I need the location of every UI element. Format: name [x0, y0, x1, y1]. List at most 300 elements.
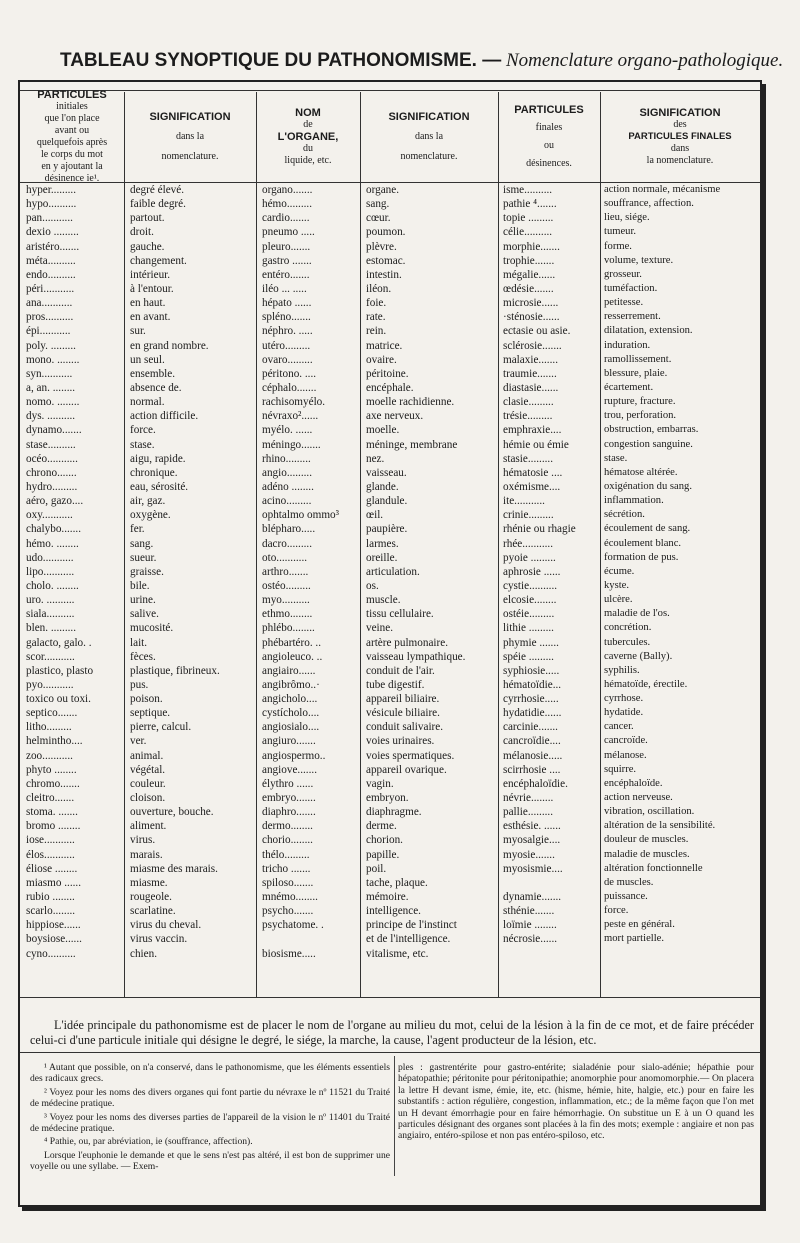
synoptic-table — [18, 80, 762, 1207]
col3-entry: cystícholo.... — [262, 707, 320, 720]
col2-entry: à l'entour. — [130, 282, 174, 295]
col3-entry: blépharo..... — [262, 523, 316, 536]
col3-entry: psychatome. . — [262, 919, 324, 932]
col2-entry: faible degré. — [130, 198, 186, 211]
col5-entry: ectasie ou asie. — [503, 325, 571, 338]
col5-entry: trésie......... — [503, 410, 553, 423]
col5-entry: diastasie...... — [503, 381, 559, 394]
col5-entry: mégalie...... — [503, 268, 556, 281]
col6-entry: de muscles. — [604, 876, 654, 888]
col1-entry: élos........... — [26, 848, 75, 861]
col6-entry: cancer. — [604, 721, 634, 733]
col3-entry: pneumo ..... — [262, 226, 315, 239]
col3-entry: angicholo.... — [262, 693, 318, 706]
col2-entry: végétal. — [130, 763, 166, 776]
col3-entry: myélo. ...... — [262, 424, 313, 437]
col1-entry: chrono....... — [26, 466, 77, 479]
col5-entry: rhénie ou rhagie — [503, 523, 576, 536]
col3-entry: angiove....... — [262, 763, 317, 776]
col1-entry: pros.......... — [26, 311, 74, 324]
col4-entry: conduit de l'air. — [366, 664, 435, 677]
col1-entry: ana........... — [26, 297, 73, 310]
col3-entry: dermo........ — [262, 820, 313, 833]
col2-entry: gauche. — [130, 240, 165, 253]
col4-entry: ovaire. — [366, 353, 397, 366]
col6-entry: congestion sanguine. — [604, 438, 693, 450]
col4-entry: veine. — [366, 622, 394, 635]
col1-entry: épi........... — [26, 325, 71, 338]
col4-entry: artère pulmonaire. — [366, 636, 448, 649]
col2-entry: ouverture, bouche. — [130, 806, 214, 819]
col3-entry: angiospermo.. — [262, 749, 326, 762]
col6-entry: ramollissement. — [604, 353, 672, 365]
col4-entry: appareil ovarique. — [366, 763, 447, 776]
col6-entry — [604, 947, 758, 961]
col4-entry: estomac. — [366, 254, 406, 267]
col3-entry: psycho....... — [262, 905, 314, 918]
col4-entry: vitalisme, etc. — [366, 947, 429, 960]
column-signification-3 — [604, 183, 758, 961]
header-line: quelquefois après — [36, 137, 108, 148]
col2-entry: air, gaz. — [130, 495, 166, 508]
col1-entry: toxico ou toxi. — [26, 693, 91, 706]
col3-entry: utéro......... — [262, 339, 311, 352]
header-line: finales — [535, 122, 563, 133]
col4-entry: et de l'intelligence. — [366, 933, 451, 946]
col6-entry: écume. — [604, 565, 635, 577]
col4-entry: iléon. — [366, 282, 392, 295]
col5-entry — [503, 876, 598, 890]
footnotes-right — [398, 1062, 754, 1144]
col6-entry: squirre. — [604, 763, 637, 775]
col1-entry: litho......... — [26, 721, 72, 734]
col6-entry: écoulement de sang. — [604, 523, 691, 535]
col1-entry: hippiose...... — [26, 919, 81, 932]
col3-entry: diaphro....... — [262, 806, 316, 819]
footnotes-left — [30, 1062, 390, 1175]
col2-entry: animal. — [130, 749, 164, 762]
col4-entry: rate. — [366, 311, 386, 324]
col1-entry: hémo. ........ — [26, 537, 79, 550]
col2-entry: droit. — [130, 226, 154, 239]
col3-entry: angiairo...... — [262, 664, 316, 677]
col1-entry: hyper......... — [26, 184, 77, 196]
header-line: dans — [670, 143, 690, 154]
header-line: PARTICULES — [514, 104, 584, 116]
top-rule — [20, 90, 760, 91]
col5-entry: oxémisme.... — [503, 480, 561, 493]
col5-entry: esthésie. ...... — [503, 820, 561, 833]
header-line: avant ou — [54, 125, 90, 136]
col6-entry: resserrement. — [604, 311, 661, 323]
col1-entry: cleitro....... — [26, 792, 75, 805]
col6-entry: vibration, oscillation. — [604, 806, 695, 818]
column-rule — [360, 92, 361, 997]
header-line: que l'on place — [44, 113, 100, 124]
col1-entry: blen. ......... — [26, 622, 77, 635]
col1-entry: scarlo........ — [26, 905, 76, 918]
col4-entry: voies urinaires. — [366, 735, 435, 748]
column-signification-2 — [366, 183, 496, 961]
col5-entry: malaxie....... — [503, 353, 558, 366]
col6-entry: petitesse. — [604, 297, 644, 309]
col2-entry: en avant. — [130, 311, 171, 324]
col4-entry: vaisseau. — [366, 466, 407, 479]
col6-entry: force. — [604, 905, 629, 917]
col4-entry: œil. — [366, 509, 384, 522]
col1-entry: endo.......... — [26, 268, 76, 281]
col2-entry: normal. — [130, 396, 165, 409]
col6-entry: forme. — [604, 240, 632, 252]
col6-entry: kyste. — [604, 579, 630, 591]
col2-entry: virus. — [130, 834, 156, 847]
col6-entry: stase. — [604, 452, 628, 464]
col6-entry: sécrétion. — [604, 509, 645, 521]
col2-entry: aliment. — [130, 820, 167, 833]
col6-entry: tumeur. — [604, 226, 637, 238]
col3-entry: myo.......... — [262, 594, 310, 607]
col1-entry: boysiose...... — [26, 933, 82, 946]
col1-entry: aéro, gazo.... — [26, 495, 84, 508]
header-initial-particles — [20, 89, 124, 184]
col5-entry: pathie ⁴....... — [503, 198, 557, 211]
col4-entry: poil. — [366, 862, 387, 875]
col6-entry: obstruction, embarras. — [604, 424, 699, 436]
header-line: le corps du mot — [41, 149, 103, 160]
col4-entry: péritoine. — [366, 367, 409, 380]
col1-entry: udo........... — [26, 551, 74, 564]
col4-entry: cœur. — [366, 212, 391, 225]
col6-entry: altération de la sensibilité. — [604, 820, 716, 832]
col6-entry: souffrance, affection. — [604, 198, 694, 210]
col2-entry: plastique, fibrineux. — [130, 664, 220, 677]
col4-entry: intestin. — [366, 268, 402, 281]
col5-entry: myosismie.... — [503, 862, 563, 875]
col5-entry: stasie......... — [503, 452, 554, 465]
col2-entry: rougeole. — [130, 891, 172, 904]
col5-entry: morphie....... — [503, 240, 560, 253]
col4-entry: sang. — [366, 198, 390, 211]
col3-entry: méningo....... — [262, 438, 321, 451]
col4-entry: mémoire. — [366, 891, 409, 904]
col1-entry: a, an. ........ — [26, 381, 76, 394]
col5-entry: célie.......... — [503, 226, 553, 239]
col4-entry: tube digestif. — [366, 678, 425, 691]
col6-entry: volume, texture. — [604, 254, 674, 266]
col6-entry: mort partielle. — [604, 933, 665, 945]
col4-entry: paupière. — [366, 523, 408, 536]
col2-entry: partout. — [130, 212, 165, 225]
col5-entry: crinie......... — [503, 509, 554, 522]
col1-entry: iose........... — [26, 834, 75, 847]
col5-entry: œdésie....... — [503, 282, 554, 295]
col5-entry: ostéie......... — [503, 608, 555, 621]
col6-entry: lieu, siége. — [604, 212, 650, 224]
header-line: dans la — [414, 131, 444, 142]
header-line: SIGNIFICATION — [639, 107, 721, 119]
col3-entry: gastro ....... — [262, 254, 312, 267]
col5-entry: hématosie .... — [503, 466, 563, 479]
header-line: du — [303, 143, 313, 154]
col4-entry: glandule. — [366, 495, 408, 508]
col1-entry: dexio ......... — [26, 226, 79, 239]
col1-entry: aristéro....... — [26, 240, 80, 253]
col5-entry: topie ......... — [503, 212, 554, 225]
col3-entry: thélo......... — [262, 848, 310, 861]
col2-entry: pierre, calcul. — [130, 721, 192, 734]
header-line: NOM — [295, 107, 321, 119]
col4-entry: oreille. — [366, 551, 398, 564]
col2-entry: intérieur. — [130, 268, 171, 281]
col6-entry: encéphaloïde. — [604, 777, 663, 789]
footnote: ² Voyez pour les noms des divers organes qui font partie du névraxe le nº 11521 du Traité de médecine pratique. — [30, 1086, 390, 1110]
col3-entry: entéro....... — [262, 268, 310, 281]
col6-entry: ulcère. — [604, 594, 633, 606]
col2-entry: eau, sérosité. — [130, 480, 189, 493]
col5-entry: myosalgie.... — [503, 834, 561, 847]
col1-entry: zoo........... — [26, 749, 73, 762]
column-rule — [600, 92, 601, 997]
col2-entry: sur. — [130, 325, 146, 338]
col5-entry: nécrosie...... — [503, 933, 558, 946]
footnote: Lorsque l'euphonie le demande et que le sens n'est pas altéré, il est bon de supprimer une voyelle ou une syllabe. — Exem- — [30, 1149, 390, 1173]
header-line: de — [303, 119, 313, 130]
col4-entry: chorion. — [366, 834, 403, 847]
header-signification-1 — [124, 92, 256, 182]
col5-entry: hémie ou émie — [503, 438, 569, 451]
header-line: PARTICULES — [37, 89, 107, 101]
col2-entry: en grand nombre. — [130, 339, 209, 352]
col6-entry: inflammation. — [604, 495, 664, 507]
col6-entry: écartement. — [604, 381, 654, 393]
col3-entry: rachisomyélo. — [262, 396, 326, 409]
col3-entry: phlébo........ — [262, 622, 315, 635]
col6-entry: caverne (Bally). — [604, 650, 673, 662]
col5-entry: ite........... — [503, 495, 545, 508]
col2-entry: fer. — [130, 523, 145, 536]
col1-entry: pan........... — [26, 212, 73, 225]
col1-entry: océo........... — [26, 452, 78, 465]
col5-entry: névrie........ — [503, 792, 554, 805]
header-signification-3 — [600, 92, 760, 182]
col6-entry: grosseur. — [604, 268, 642, 280]
col2-entry: scarlatine. — [130, 905, 176, 918]
col6-entry: puissance. — [604, 891, 648, 903]
col6-entry: écoulement blanc. — [604, 537, 682, 549]
header-organ-name — [256, 92, 360, 182]
col4-entry: derme. — [366, 820, 397, 833]
col6-entry: action nerveuse. — [604, 792, 673, 804]
col3-entry: ethmo........ — [262, 608, 313, 621]
col6-entry: rupture, fracture. — [604, 396, 676, 408]
col5-entry: spéie ......... — [503, 650, 554, 663]
col6-entry: tuméfaction. — [604, 282, 658, 294]
col4-entry: tache, plaque. — [366, 876, 428, 889]
col4-entry: tissu cellulaire. — [366, 608, 434, 621]
col1-entry: cyno.......... — [26, 947, 76, 960]
col1-entry: scor........... — [26, 650, 75, 663]
col1-entry: chromo....... — [26, 777, 80, 790]
col6-entry: trou, perforation. — [604, 410, 677, 422]
col5-entry: lithie ......... — [503, 622, 554, 635]
col1-entry: éliose ........ — [26, 862, 78, 875]
col6-entry: induration. — [604, 339, 651, 351]
col5-entry: loïmie ........ — [503, 919, 557, 932]
col4-entry: diaphragme. — [366, 806, 422, 819]
column-signification-1 — [130, 183, 254, 961]
principal-idea-paragraph: L'idée principale du pathonomisme est de placer le nom de l'organe au milieu du mot, celui de la lésion à la fin de ce mot, et de faire précéder celui-ci d'une particule initiale qui désigne le degré, le siége, la marche, la cause, l'agent producteur de la lésion, etc. — [30, 1018, 754, 1048]
column-initial-particles — [26, 183, 122, 961]
col4-entry: axe nerveux. — [366, 410, 424, 423]
col3-entry: néphro. ..... — [262, 325, 313, 338]
col2-entry: action difficile. — [130, 410, 199, 423]
column-final-particles — [503, 183, 598, 961]
col3-entry: mnémo........ — [262, 891, 318, 904]
col5-entry: cancroïdie.... — [503, 735, 561, 748]
col3-entry: ostéo......... — [262, 579, 311, 592]
col6-entry: action normale, mécanisme — [604, 184, 721, 195]
col1-entry: pyo........... — [26, 678, 74, 691]
col4-entry: os. — [366, 579, 379, 592]
col5-entry: syphiosie..... — [503, 664, 560, 677]
col1-entry: hydro......... — [26, 480, 78, 493]
header-line: ou — [544, 140, 554, 151]
col5-entry: microsie...... — [503, 297, 559, 310]
col2-entry: virus vaccin. — [130, 933, 188, 946]
col6-entry: cyrrhose. — [604, 693, 644, 705]
col3-entry: phébartéro. .. — [262, 636, 322, 649]
col2-entry: poison. — [130, 693, 163, 706]
col1-entry: chalybo....... — [26, 523, 81, 536]
col1-entry: bromo ........ — [26, 820, 81, 833]
col5-entry: hydatidie...... — [503, 707, 562, 720]
col1-entry: oxy........... — [26, 509, 73, 522]
col4-entry: principe de l'instinct — [366, 919, 457, 932]
col5-entry: clasie......... — [503, 396, 554, 409]
col5-entry: hématoïdie... — [503, 678, 562, 691]
col3-entry: péritono. .... — [262, 367, 317, 380]
col2-entry: oxygène. — [130, 509, 171, 522]
column-organ-names — [262, 183, 358, 961]
col5-entry: sclérosie....... — [503, 339, 562, 352]
col2-entry: bile. — [130, 579, 150, 592]
col1-entry: stoma. ....... — [26, 806, 78, 819]
col3-entry: tricho ....... — [262, 862, 311, 875]
col5-entry: sthénie....... — [503, 905, 555, 918]
col4-entry: articulation. — [366, 565, 420, 578]
col4-entry: muscle. — [366, 594, 401, 607]
col1-entry: miasmo ...... — [26, 876, 82, 889]
col3-entry — [262, 932, 358, 946]
header-line: SIGNIFICATION — [388, 111, 470, 123]
col5-entry: emphraxie.... — [503, 424, 562, 437]
col4-entry: larmes. — [366, 537, 399, 550]
col1-entry: hypo.......... — [26, 198, 77, 211]
col5-entry: traumie....... — [503, 367, 557, 380]
col5-entry: pyoie ......... — [503, 551, 556, 564]
notes-divider — [394, 1056, 395, 1176]
col3-entry: angiuro....... — [262, 735, 316, 748]
header-line: la nomenclature. — [646, 155, 714, 166]
header-line: désinences. — [526, 158, 572, 169]
header-line: L'ORGANE, — [277, 131, 339, 143]
col3-entry: élythro ...... — [262, 777, 314, 790]
notes-rule — [20, 1052, 760, 1053]
col5-entry: cystie.......... — [503, 579, 558, 592]
col3-entry: acino......... — [262, 495, 312, 508]
col2-entry: cloison. — [130, 792, 166, 805]
col4-entry: moelle. — [366, 424, 400, 437]
col4-entry: encéphale. — [366, 381, 414, 394]
col2-entry: ver. — [130, 735, 147, 748]
col2-entry: degré élevé. — [130, 184, 185, 196]
col2-entry: chien. — [130, 947, 158, 960]
header-line: nomenclature. — [161, 151, 219, 162]
col5-entry: carcinie....... — [503, 721, 558, 734]
col5-entry: myosie....... — [503, 848, 555, 861]
header-line: désinence ie¹. — [44, 173, 100, 184]
col4-entry: intelligence. — [366, 905, 421, 918]
col4-entry: foie. — [366, 297, 387, 310]
column-rule — [256, 92, 257, 997]
footnote: ³ Voyez pour les noms des diverses parties de l'appareil de la vision le nº 11401 du Traité de médecine pratique. — [30, 1111, 390, 1135]
col2-entry: stase. — [130, 438, 155, 451]
col3-entry: biosisme..... — [262, 947, 316, 960]
col6-entry: maladie de muscles. — [604, 848, 690, 860]
col2-entry: un seul. — [130, 353, 165, 366]
col3-entry: spiloso....... — [262, 876, 314, 889]
col6-entry: tubercules. — [604, 636, 651, 648]
col1-entry: lipo........... — [26, 565, 75, 578]
header-line: PARTICULES FINALES — [628, 131, 732, 142]
col3-entry: embryo....... — [262, 792, 316, 805]
col2-entry: sang. — [130, 537, 154, 550]
col1-entry: septico....... — [26, 707, 78, 720]
col1-entry: nomo. ........ — [26, 396, 80, 409]
col6-entry: formation de pus. — [604, 551, 679, 563]
col5-entry: isme.......... — [503, 184, 553, 196]
header-line: nomenclature. — [400, 151, 458, 162]
col6-entry: douleur de muscles. — [604, 834, 689, 846]
col1-entry: cholo. ........ — [26, 579, 79, 592]
col3-entry: arthro....... — [262, 565, 309, 578]
col3-entry: pleuro....... — [262, 240, 311, 253]
col5-entry: elcosie........ — [503, 594, 557, 607]
col5-entry: encéphaloïdie. — [503, 777, 568, 790]
col1-entry: méta.......... — [26, 254, 76, 267]
header-line: dans la — [175, 131, 205, 142]
col2-entry: pus. — [130, 678, 149, 691]
col2-entry: chronique. — [130, 466, 178, 479]
col1-entry: plastico, plasto — [26, 664, 94, 677]
col5-entry: aphrosie ...... — [503, 565, 561, 578]
col2-entry: mucosité. — [130, 622, 174, 635]
col1-entry: rubio ........ — [26, 891, 75, 904]
col5-entry: cyrrhosie..... — [503, 693, 559, 706]
col3-entry: ophtalmo ommo³ — [262, 509, 340, 522]
col1-entry: dys. .......... — [26, 410, 76, 423]
col2-entry: marais. — [130, 848, 163, 861]
col6-entry: hématose altérée. — [604, 466, 678, 478]
header-line: liquide, etc. — [284, 155, 332, 166]
col4-entry: organe. — [366, 184, 400, 196]
col2-entry: miasme des marais. — [130, 862, 218, 875]
col3-entry: cardio....... — [262, 212, 310, 225]
col4-entry: vagin. — [366, 777, 394, 790]
col6-entry: syphilis. — [604, 664, 640, 676]
col6-entry: dilatation, extension. — [604, 325, 693, 337]
col3-entry: ovaro......... — [262, 353, 313, 366]
